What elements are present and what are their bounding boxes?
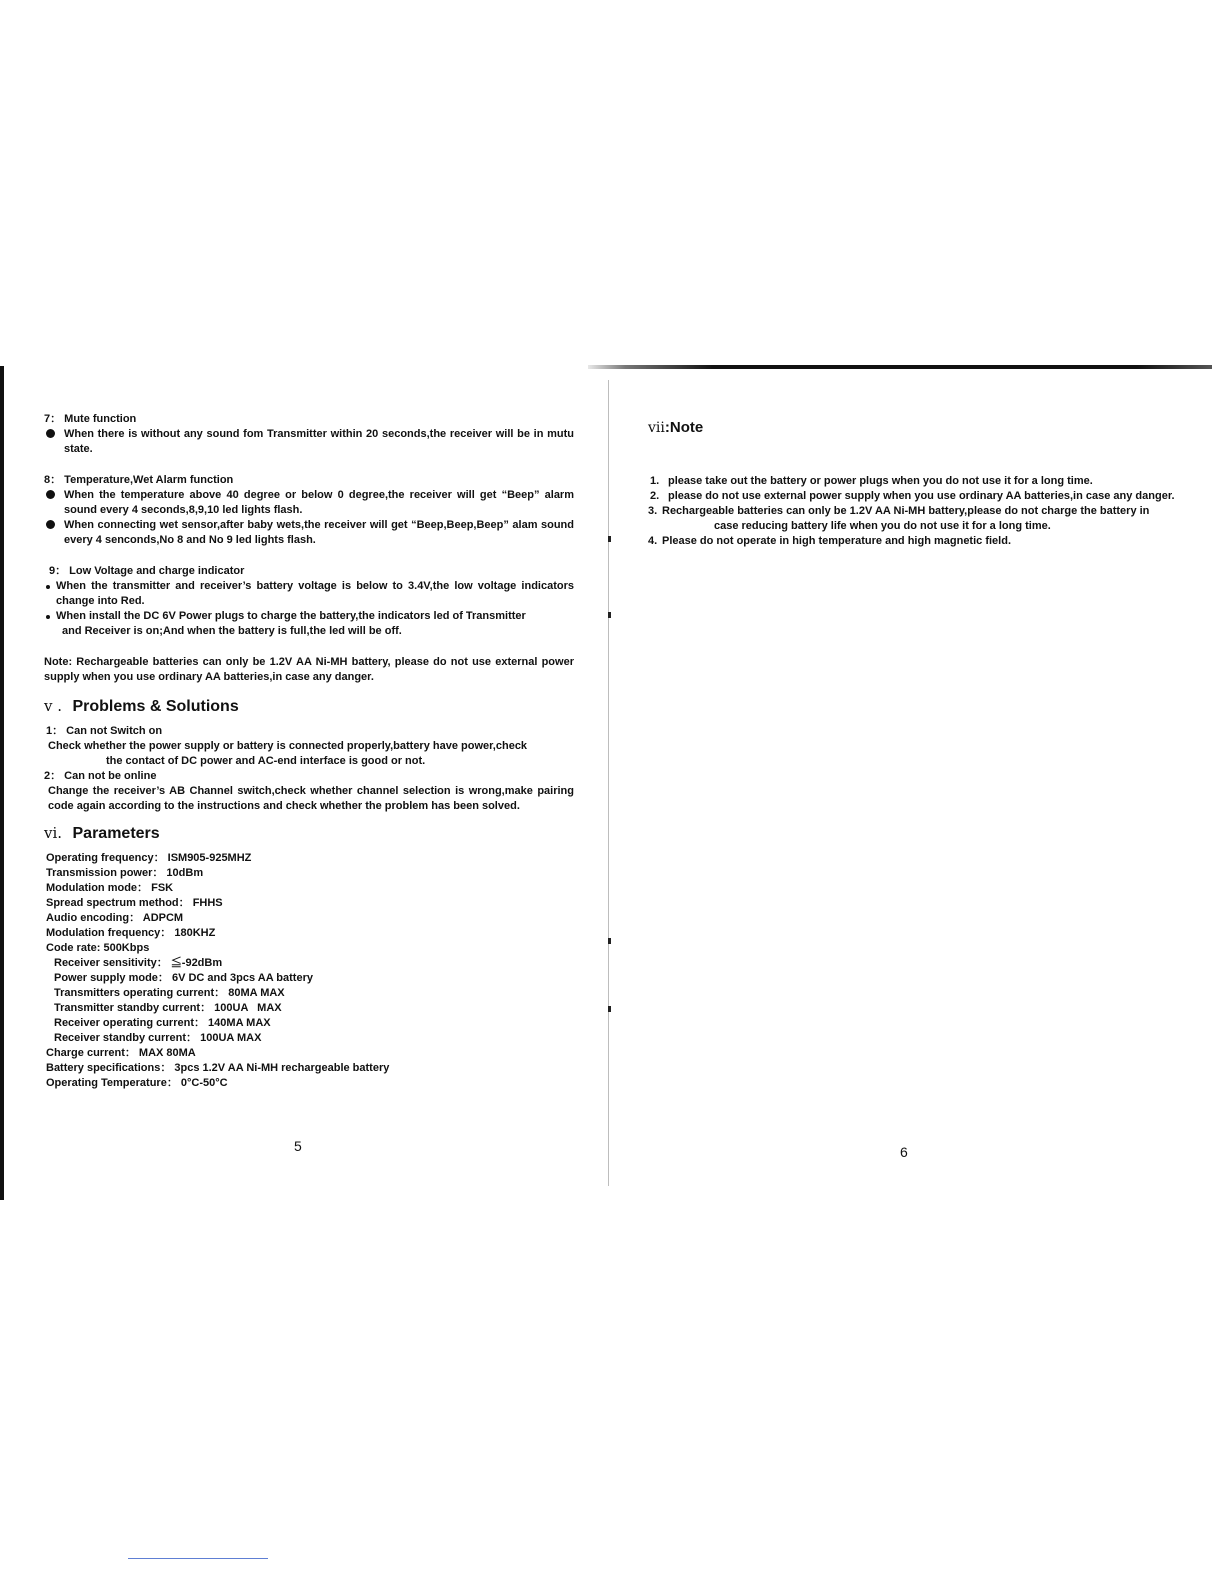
parameters-heading-text: Parameters	[72, 825, 160, 842]
note-item-text: please do not use external power supply when you use ordinary AA batteries,in case any danger.	[668, 490, 1175, 502]
parameters-heading	[44, 826, 574, 841]
mute-bullet	[44, 427, 574, 457]
bullet-dot	[46, 490, 55, 499]
problem-title: 2： Can not be online	[44, 770, 157, 782]
note-item-number: 2.	[650, 490, 660, 502]
voltage-bullet-text: When the transmitter and receiver’s battery voltage is below to 3.4V,the low voltage indicators change into Red.	[56, 580, 574, 607]
alarm-bullet	[44, 518, 574, 548]
parameter-line: Transmitters operating current： 80MA MAX	[54, 987, 285, 999]
alarm-title: 8： Temperature,Wet Alarm function	[44, 474, 234, 486]
note-item-text: Please do not operate in high temperature and high magnetic field.	[662, 535, 1011, 547]
parameter-line: Receiver operating current： 140MA MAX	[54, 1017, 271, 1029]
note-item-text: case reducing battery life when you do not use it for a long time.	[714, 520, 1051, 532]
mute-bullet-text: When there is without any sound fom Transmitter within 20 seconds,the receiver will be in mutu state.	[64, 428, 574, 455]
note-roman: vii	[648, 420, 665, 436]
voltage-section	[44, 564, 574, 639]
parameter-line: Operating frequency： ISM905-925MHZ	[46, 852, 252, 864]
alarm-bullet-text: When the temperature above 40 degree or below 0 degree,the receiver will get “Beep” alarm sound every 4 seconds,8,9,10 led lights flash.	[64, 489, 574, 516]
note-item	[648, 474, 1178, 489]
battery-note: Note: Rechargeable batteries can only be 1.2V AA Ni-MH battery, please do not use external power supply when you use ordinary AA batteries,in case any danger.	[44, 656, 574, 683]
parameter-line: Transmitter standby current： 100UA MAX	[54, 1002, 282, 1014]
problems-heading	[44, 699, 574, 714]
problems-section	[44, 724, 574, 814]
spine-speck	[608, 612, 611, 618]
bullet-dot	[46, 520, 55, 529]
parameter-line: Charge current： MAX 80MA	[46, 1047, 196, 1059]
voltage-bullet	[44, 579, 574, 609]
note-item-number: 1.	[650, 475, 660, 487]
parameter-line: Operating Temperature： 0°C-50°C	[46, 1077, 228, 1089]
note-heading	[648, 420, 1178, 436]
parameter-line: Audio encoding： ADPCM	[46, 912, 184, 924]
voltage-bullet	[44, 609, 574, 639]
page-spine	[608, 380, 609, 1186]
page-number-left: 5	[294, 1138, 302, 1154]
spine-speck	[608, 1006, 611, 1012]
parameter-line: Modulation mode： FSK	[46, 882, 174, 894]
page-number-right: 6	[900, 1144, 908, 1160]
bullet-dot	[46, 615, 50, 619]
parameter-line: Modulation frequency： 180KHZ	[46, 927, 216, 939]
note-item-number: 4.	[648, 535, 658, 547]
alarm-section	[44, 473, 574, 548]
note-item-text: Rechargeable batteries can only be 1.2V AA Ni-MH battery,please do not charge the battery in	[662, 505, 1150, 517]
problem-solution-line: Check whether the power supply or battery is connected properly,battery have power,check	[48, 740, 528, 752]
problems-heading-text: Problems & Solutions	[72, 698, 239, 715]
parameters-list	[44, 851, 574, 1091]
parameter-line: Receiver standby current： 100UA MAX	[54, 1032, 262, 1044]
parameter-line: Power supply mode： 6V DC and 3pcs AA battery	[54, 972, 313, 984]
scan-edge-mark	[0, 366, 4, 1200]
bullet-dot	[46, 429, 55, 438]
note-item-text: please take out the battery or power plugs when you do not use it for a long time.	[668, 475, 1093, 487]
problems-roman: v .	[44, 697, 63, 715]
left-page	[44, 412, 574, 1091]
problem-title: 1： Can not Switch on	[46, 725, 163, 737]
spine-speck	[608, 938, 611, 944]
bottom-artifact-line	[128, 1558, 268, 1559]
note-item	[648, 504, 1178, 534]
parameter-line: Receiver sensitivity： ≦-92dBm	[54, 957, 223, 969]
note-heading-text: :Note	[664, 419, 704, 436]
bullet-dot	[46, 585, 50, 589]
note-item	[648, 489, 1178, 504]
problem-solution-line: the contact of DC power and AC-end interface is good or not.	[106, 755, 426, 767]
mute-title: 7： Mute function	[44, 413, 137, 425]
note-item	[648, 534, 1178, 549]
alarm-bullet-text: When connecting wet sensor,after baby wets,the receiver will get “Beep,Beep,Beep” alam sound every 4 senconds,No 8 and No 9 led lights flash.	[64, 519, 574, 546]
voltage-bullet-line: When install the DC 6V Power plugs to charge the battery,the indicators led of Transmitter	[56, 610, 526, 622]
parameter-line: Battery specifications： 3pcs 1.2V AA Ni-MH rechargeable battery	[46, 1062, 390, 1074]
parameters-roman: vi.	[44, 824, 63, 842]
parameter-line: Transmission power： 10dBm	[46, 867, 204, 879]
right-page	[648, 420, 1178, 549]
spine-speck	[608, 536, 611, 542]
parameter-line: Spread spectrum method： FHHS	[46, 897, 223, 909]
alarm-bullet	[44, 488, 574, 518]
top-rule	[588, 365, 1212, 369]
voltage-title: 9： Low Voltage and charge indicator	[49, 565, 245, 577]
parameter-line: Code rate: 500Kbps	[46, 942, 150, 954]
voltage-bullet-line: and Receiver is on;And when the battery is full,the led will be off.	[62, 625, 402, 637]
note-item-number: 3.	[648, 505, 658, 517]
problem-solution-text: Change the receiver’s AB Channel switch,check whether channel selection is wrong,make pairing code again according to the instructions and check whether the problem has been solved.	[48, 785, 574, 812]
mute-section	[44, 412, 574, 457]
